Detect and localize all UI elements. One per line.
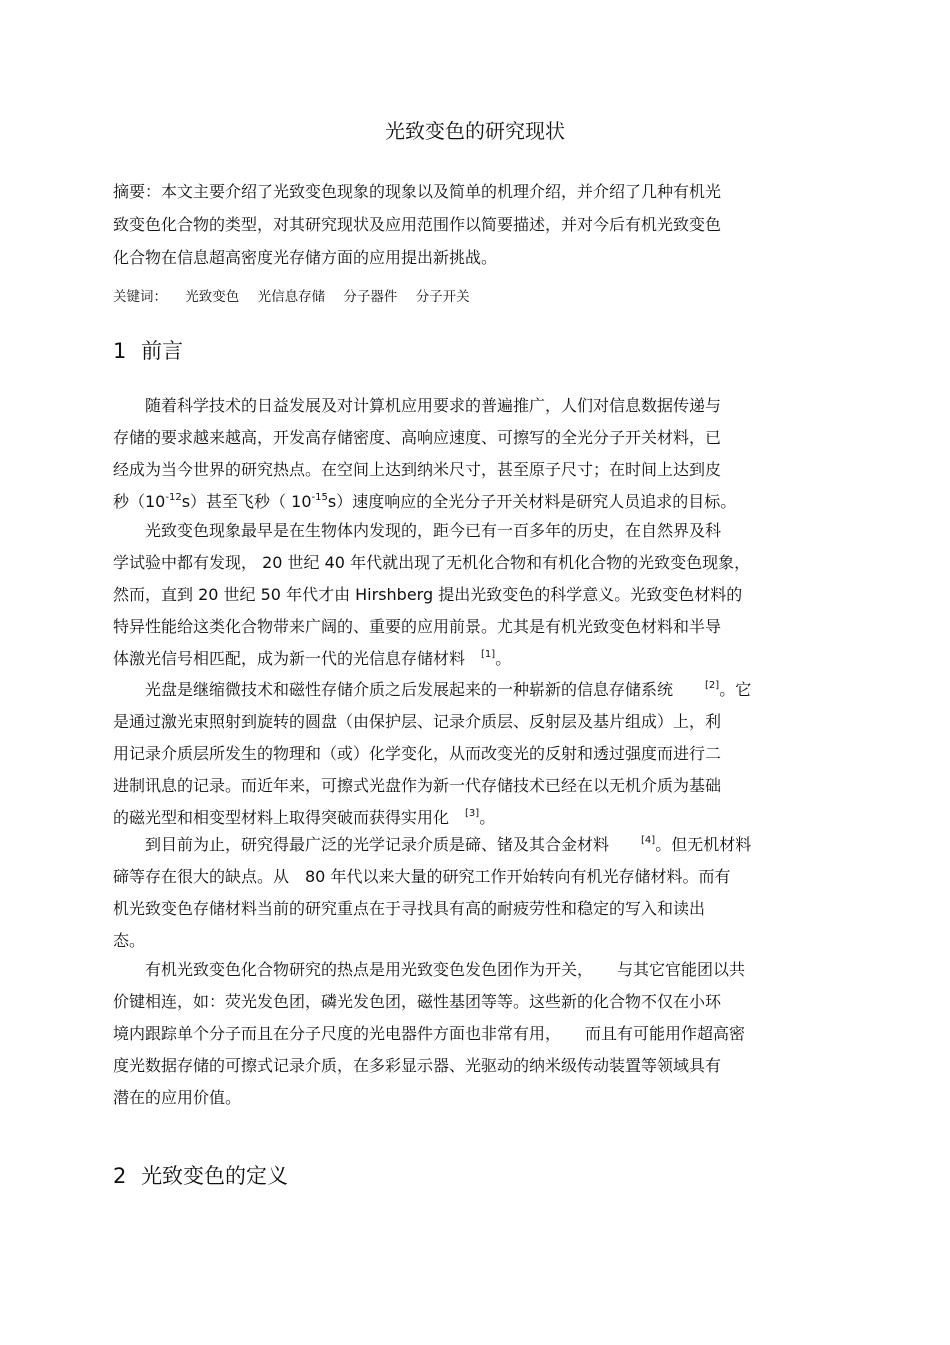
paragraph-line: 光致变色现象最早是在生物体内发现的，距今已有一百多年的历史，在自然界及科 xyxy=(113,521,722,540)
superscript: -12 xyxy=(165,492,182,503)
paragraph-line xyxy=(113,829,833,861)
abstract xyxy=(113,175,813,274)
section-heading xyxy=(113,1161,288,1191)
paragraph-line: 潜在的应用价值。 xyxy=(113,1088,242,1107)
citation: [1] xyxy=(481,649,496,660)
section-title: 前言 xyxy=(141,339,184,363)
text-run: 的磁光型和相变型材料上取得突破而获得实用化 xyxy=(113,808,466,827)
citation: [2] xyxy=(705,680,720,691)
abstract-line: 摘要：本文主要介绍了光致变色现象的现象以及简单的机理介绍，并介绍了几种有机光 xyxy=(113,182,722,201)
paragraph xyxy=(113,674,833,834)
superscript: -15 xyxy=(311,492,328,503)
abstract-line: 致变色化合物的类型，对其研究现状及应用范围作以简要描述，并对今后有机光致变色 xyxy=(113,215,722,234)
paragraph-line: 机光致变色存储材料当前的研究重点在于寻找具有高的耐疲劳性和稳定的写入和读出 xyxy=(113,899,706,918)
paragraph-line: 学试验中都有发现， 20 世纪 40 年代就出现了无机化合物和有机化合物的光致变色现象， xyxy=(113,553,751,572)
paragraph-line: 特异性能给这类化合物带来广阔的、重要的应用前景。尤其是有机光致变色材料和半导 xyxy=(113,617,722,636)
paragraph-line: 随着科学技术的日益发展及对计算机应用要求的普遍推广，人们对信息数据传递与 xyxy=(113,396,722,415)
paragraph-line xyxy=(113,674,833,706)
paragraph-line: 存储的要求越来越高，开发高存储密度、高响应速度、可擦写的全光分子开关材料，已 xyxy=(113,428,722,447)
keyword: 分子器件 xyxy=(343,289,398,305)
paragraph xyxy=(113,390,833,518)
text-run: 。但无机材料 xyxy=(655,835,752,854)
text-run: 。 xyxy=(479,808,496,827)
abstract-line: 化合物在信息超高密度光存储方面的应用提出新挑战。 xyxy=(113,248,498,267)
keyword: 光信息存储 xyxy=(257,289,326,305)
section-number: 2 xyxy=(113,1164,127,1188)
paragraph-line: 经成为当今世界的研究热点。在空间上达到纳米尺寸，甚至原子尺寸；在时间上达到皮 xyxy=(113,460,722,479)
paragraph-line xyxy=(113,643,833,675)
paragraph-line: 然而，直到 20 世纪 50 年代才由 Hirshberg 提出光致变色的科学意义。光致变色材料的 xyxy=(113,585,743,604)
keyword: 光致变色 xyxy=(185,289,240,305)
citation: [4] xyxy=(641,835,656,846)
paper-title: 光致变色的研究现状 xyxy=(385,119,565,143)
text-run: 光盘是继缩微技术和磁性存储介质之后发展起来的一种崭新的信息存储系统 xyxy=(113,680,706,699)
paragraph-line: 碲等存在很大的缺点。从 80 年代以来大量的研究工作开始转向有机光存储材料。而有 xyxy=(113,867,731,886)
paragraph xyxy=(113,515,833,675)
text-run: 。它 xyxy=(719,680,752,699)
paragraph xyxy=(113,829,833,957)
paragraph-line: 境内跟踪单个分子而且在分子尺度的光电器件方面也非常有用， 而且有可能用作超高密 xyxy=(113,1024,746,1043)
paragraph-line: 价键相连，如：荧光发色团，磷光发色团，磁性基团等等。这些新的化合物不仅在小环 xyxy=(113,992,722,1011)
citation: [3] xyxy=(465,808,480,819)
paragraph-line: 有机光致变色化合物研究的热点是用光致变色发色团作为开关， 与其它官能团以共 xyxy=(113,960,746,979)
keywords-label: 关键词： xyxy=(113,289,167,305)
keyword: 分子开关 xyxy=(415,289,470,305)
text-run: s）甚至飞秒（ 10 xyxy=(181,492,312,511)
paragraph-line xyxy=(113,486,833,518)
paragraph-line: 用记录介质层所发生的物理和（或）化学变化，从而改变光的反射和透过强度而进行二 xyxy=(113,744,722,763)
text-run: 秒（10 xyxy=(113,492,166,511)
keywords xyxy=(113,286,484,308)
section-title: 光致变色的定义 xyxy=(141,1164,289,1188)
section-heading xyxy=(113,336,183,366)
text-run: 体激光信号相匹配，成为新一代的光信息存储材料 xyxy=(113,649,482,668)
section-number: 1 xyxy=(113,339,127,363)
text-run: 到目前为止，研究得最广泛的光学记录介质是碲、锗及其合金材料 xyxy=(113,835,642,854)
text-run: 。 xyxy=(495,649,512,668)
paragraph-line: 进制讯息的记录。而近年来，可擦式光盘作为新一代存储技术已经在以无机介质为基础 xyxy=(113,776,722,795)
paragraph-line: 是通过激光束照射到旋转的圆盘（由保护层、记录介质层、反射层及基片组成）上，利 xyxy=(113,712,722,731)
paragraph-line: 度光数据存储的可擦式记录介质，在多彩显示器、光驱动的纳米级传动装置等领域具有 xyxy=(113,1056,722,1075)
text-run: s）速度响应的全光分子开关材料是研究人员追求的目标。 xyxy=(327,492,737,511)
paragraph-line: 态。 xyxy=(113,931,146,950)
paragraph xyxy=(113,954,833,1114)
